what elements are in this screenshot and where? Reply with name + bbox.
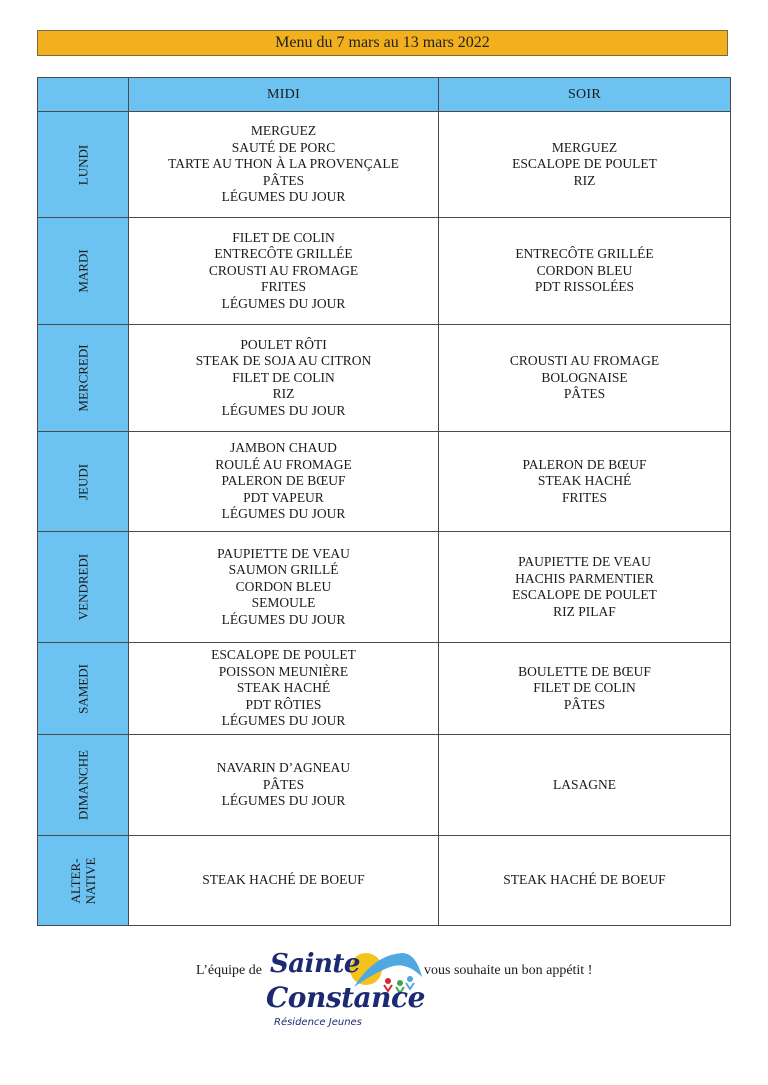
menu-row — [38, 532, 731, 643]
midi-dish-list — [129, 230, 438, 313]
dish-item: PALERON DE BŒUF — [221, 473, 346, 489]
dish-item: MERGUEZ — [551, 139, 618, 155]
day-cell — [38, 532, 129, 643]
dish-item: LÉGUMES DU JOUR — [221, 793, 346, 809]
menu-title — [37, 30, 728, 56]
dish-item: LÉGUMES DU JOUR — [221, 295, 346, 311]
soir-dish-list — [439, 872, 730, 889]
dish-item: FILET DE COLIN — [533, 680, 636, 696]
soir-cell — [439, 325, 731, 432]
day-cell — [38, 325, 129, 432]
dish-item: LÉGUMES DU JOUR — [221, 611, 346, 627]
sainte-constance-logo — [264, 947, 424, 1039]
dish-item: BOULETTE DE BŒUF — [518, 663, 651, 679]
soir-dish-list — [439, 246, 730, 296]
dish-item: TARTE AU THON À LA PROVENÇALE — [168, 156, 399, 172]
dish-item: CROUSTI AU FROMAGE — [208, 262, 359, 278]
menu-table — [37, 77, 731, 926]
dish-item: PDT RISSOLÉES — [534, 279, 635, 295]
footer-right-text: vous souhaite un bon appétit ! — [424, 963, 593, 978]
dish-item: RIZ — [272, 386, 295, 402]
midi-dish-list — [129, 760, 438, 810]
soir-cell — [439, 532, 731, 643]
dish-item: PÂTES — [563, 386, 606, 402]
midi-cell — [129, 112, 439, 218]
dish-item: CROUSTI AU FROMAGE — [509, 353, 660, 369]
dish-item: HACHIS PARMENTIER — [515, 570, 654, 586]
dish-item: SAUTÉ DE PORC — [231, 139, 336, 155]
day-cell — [38, 735, 129, 836]
dish-item: POULET RÔTI — [240, 336, 327, 352]
dish-item: FILET DE COLIN — [232, 229, 335, 245]
menu-row — [38, 836, 731, 926]
dish-item: STEAK DE SOJA AU CITRON — [195, 353, 372, 369]
soir-cell — [439, 112, 731, 218]
midi-dish-list — [129, 647, 438, 730]
dish-item: JAMBON CHAUD — [230, 440, 337, 456]
day-label: DIMANCHE — [75, 749, 91, 821]
midi-dish-list — [129, 872, 438, 889]
footer — [0, 945, 768, 1045]
dish-item: CORDON BLEU — [536, 262, 633, 278]
day-label: VENDREDI — [75, 553, 91, 621]
menu-title-text: Menu du 7 mars au 13 mars 2022 — [275, 34, 490, 51]
day-label: SAMEDI — [75, 663, 91, 714]
dish-item: PAUPIETTE DE VEAU — [217, 545, 350, 561]
dish-item: LÉGUMES DU JOUR — [221, 189, 346, 205]
dish-item: LASAGNE — [553, 776, 616, 792]
day-label: ALTER- NATIVE — [68, 857, 98, 904]
dish-item: LÉGUMES DU JOUR — [221, 402, 346, 418]
menu-row — [38, 643, 731, 735]
soir-cell — [439, 643, 731, 735]
soir-dish-list — [439, 777, 730, 794]
dish-item: LÉGUMES DU JOUR — [221, 713, 346, 729]
dish-item: STEAK HACHÉ — [537, 473, 632, 489]
midi-cell — [129, 325, 439, 432]
dish-item: ENTRECÔTE GRILLÉE — [515, 246, 654, 262]
dish-item: STEAK HACHÉ DE BOEUF — [503, 872, 666, 888]
midi-cell — [129, 735, 439, 836]
menu-row — [38, 218, 731, 325]
dish-item: POISSON MEUNIÈRE — [218, 663, 349, 679]
dish-item: STEAK HACHÉ — [236, 680, 331, 696]
dish-item: PÂTES — [262, 172, 305, 188]
soir-cell — [439, 836, 731, 926]
dish-item: PAUPIETTE DE VEAU — [518, 554, 651, 569]
midi-cell — [129, 432, 439, 532]
soir-cell — [439, 432, 731, 532]
dish-item: PDT VAPEUR — [243, 489, 324, 505]
dish-item: FRITES — [260, 279, 306, 295]
dish-item: ESCALOPE DE POULET — [211, 647, 356, 663]
midi-dish-list — [129, 546, 438, 629]
day-cell — [38, 112, 129, 218]
midi-dish-list — [129, 123, 438, 206]
day-cell — [38, 643, 129, 735]
menu-body — [38, 112, 731, 926]
footer-left-text: L’équipe de — [196, 963, 262, 978]
dish-item: RIZ — [573, 172, 596, 188]
menu-row — [38, 735, 731, 836]
header-soir: SOIR — [439, 78, 731, 112]
midi-cell — [129, 836, 439, 926]
soir-dish-list — [439, 664, 730, 714]
dish-item: ENTRECÔTE GRILLÉE — [214, 246, 353, 262]
menu-row — [38, 325, 731, 432]
day-cell — [38, 218, 129, 325]
day-label: LUNDI — [75, 144, 91, 185]
midi-cell — [129, 218, 439, 325]
day-label: MERCREDI — [75, 344, 91, 412]
dish-item: RIZ PILAF — [553, 603, 616, 619]
midi-dish-list — [129, 337, 438, 420]
soir-cell — [439, 735, 731, 836]
dish-item: PALERON DE BŒUF — [522, 456, 647, 472]
logo-subtitle: Résidence Jeunes — [274, 1017, 362, 1028]
soir-dish-list — [439, 554, 730, 620]
dish-item: ROULÉ AU FROMAGE — [215, 456, 352, 472]
logo-line1: Sainte — [270, 949, 360, 979]
header-corner — [38, 78, 129, 112]
dish-item: ESCALOPE DE POULET — [512, 156, 657, 172]
dish-item: STEAK HACHÉ DE BOEUF — [202, 872, 365, 888]
dish-item: PÂTES — [563, 696, 606, 712]
midi-dish-list — [129, 440, 438, 523]
midi-cell — [129, 532, 439, 643]
soir-dish-list — [439, 353, 730, 403]
menu-row — [38, 432, 731, 532]
dish-item: ESCALOPE DE POULET — [512, 587, 657, 602]
day-cell — [38, 432, 129, 532]
dish-item: PDT RÔTIES — [245, 696, 322, 712]
day-label: MARDI — [75, 249, 91, 293]
dish-item: FILET DE COLIN — [232, 369, 335, 385]
dish-item: PÂTES — [262, 776, 305, 792]
soir-cell — [439, 218, 731, 325]
dish-item: LÉGUMES DU JOUR — [221, 506, 346, 522]
menu-row — [38, 112, 731, 218]
soir-dish-list — [439, 457, 730, 507]
dish-item: NAVARIN D’AGNEAU — [216, 760, 351, 776]
dish-item: BOLOGNAISE — [541, 369, 628, 385]
dish-item: CORDON BLEU — [235, 578, 332, 594]
soir-dish-list — [439, 140, 730, 190]
dish-item: SEMOULE — [251, 595, 316, 611]
day-label: JEUDI — [75, 463, 91, 500]
header-midi: MIDI — [129, 78, 439, 112]
day-cell — [38, 836, 129, 926]
midi-cell — [129, 643, 439, 735]
logo-line2: Constance — [266, 981, 425, 1014]
dish-item: FRITES — [561, 489, 607, 505]
table-header-row — [38, 78, 731, 112]
dish-item: SAUMON GRILLÉ — [228, 562, 339, 578]
dish-item: MERGUEZ — [250, 123, 317, 139]
